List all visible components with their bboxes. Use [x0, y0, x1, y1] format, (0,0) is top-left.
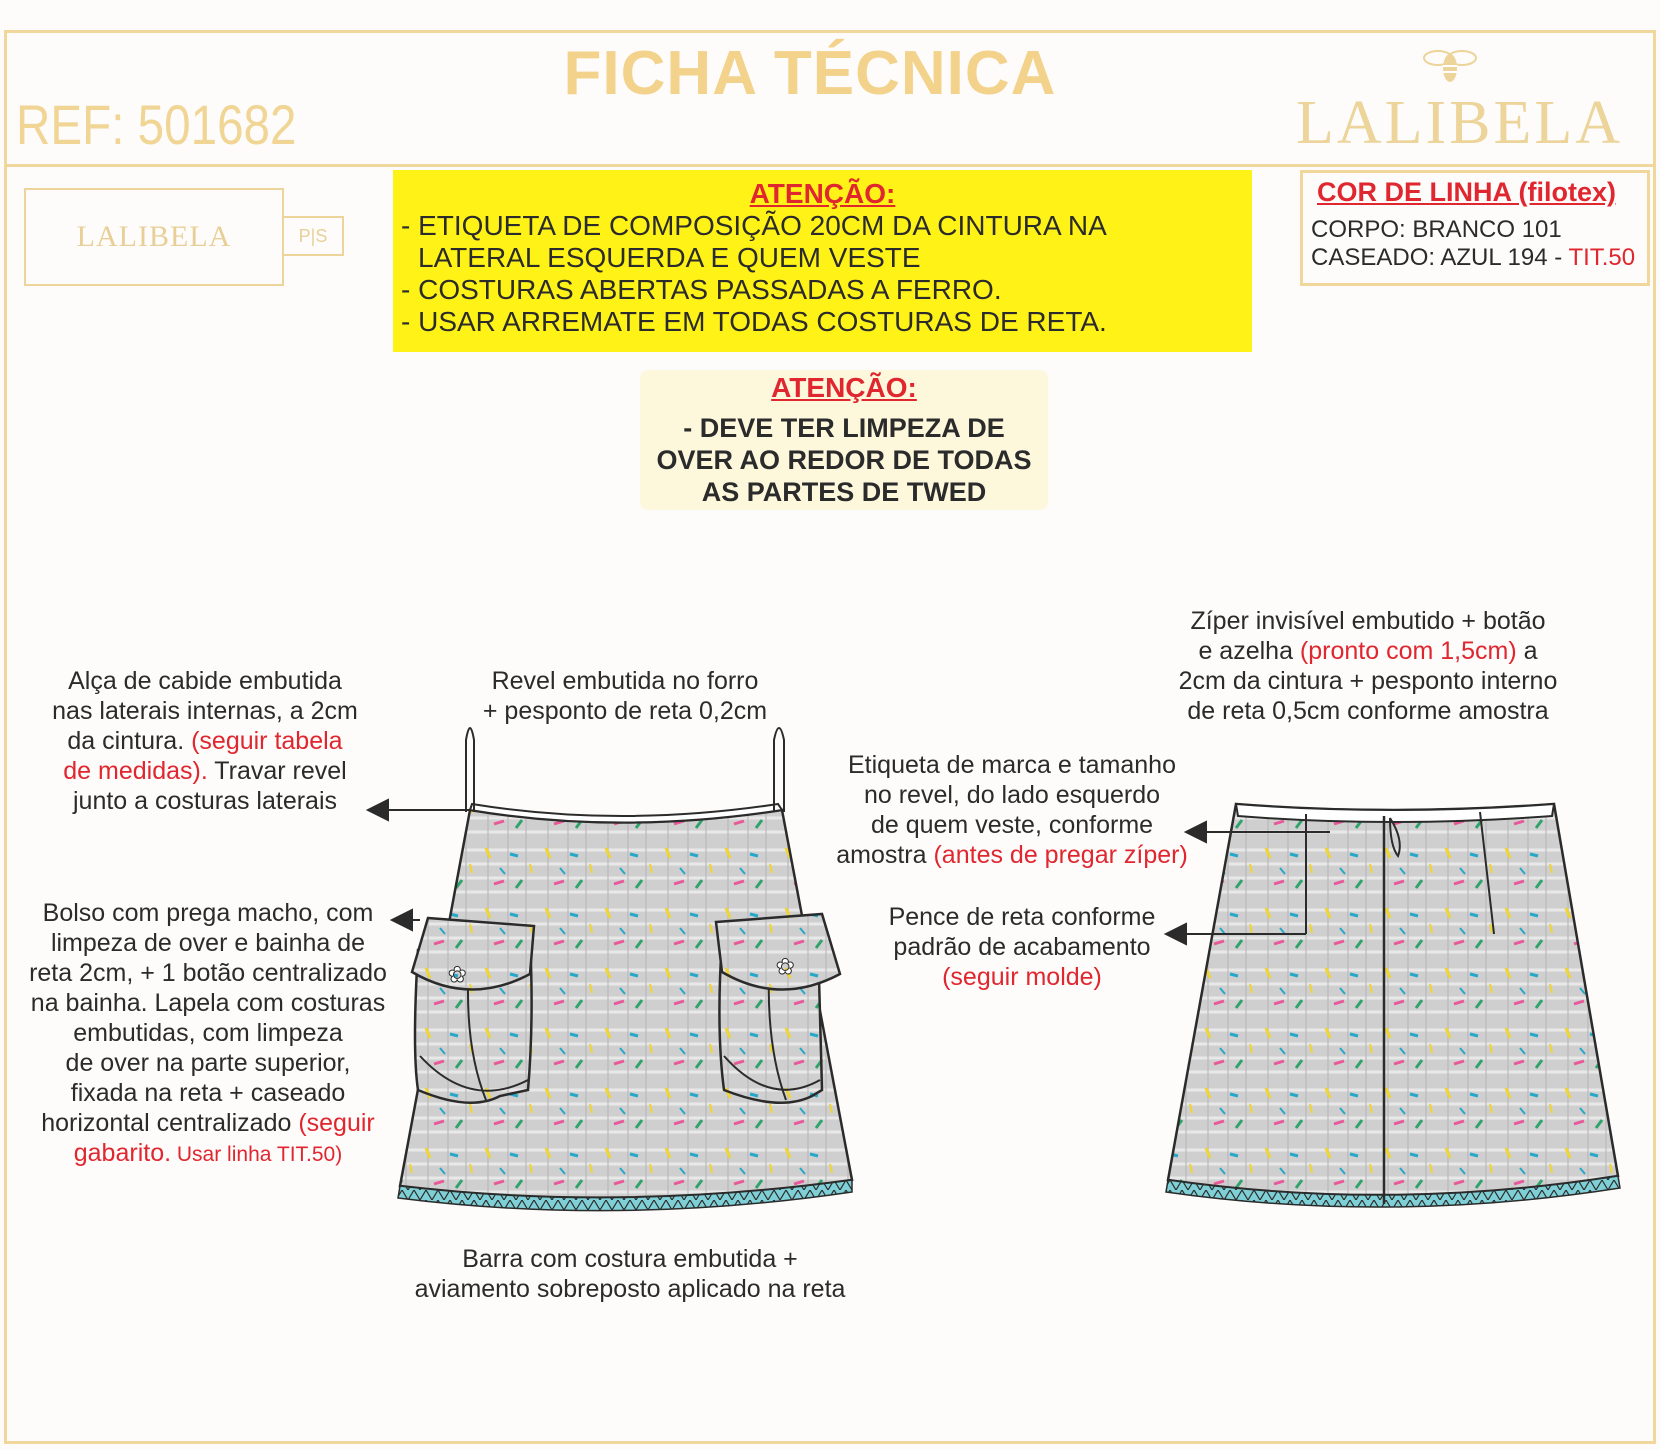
thread-corpo: CORPO: BRANCO 101 [1311, 216, 1562, 243]
note-facing: Revel embutida no forro + pesponto de reta 0,2cm [482, 667, 768, 725]
attention2-heading: ATENÇÃO: [771, 372, 917, 403]
note-dart: Pence de reta conforme padrão de acabamento (seguir molde) [888, 903, 1156, 991]
attention-line: - COSTURAS ABERTAS PASSADAS A FERRO. [401, 274, 1002, 305]
size-tag: P|S [282, 216, 344, 256]
reference-number: REF: 501682 [16, 93, 297, 156]
note-brand-label: Etiqueta de marca e tamanho no revel, do lado esquerdo de quem veste, conforme amostra (antes de pregar zíper) [836, 751, 1188, 869]
svg-text:✿: ✿ [448, 962, 467, 987]
svg-text:✿: ✿ [776, 954, 795, 979]
attention-line: - ETIQUETA DE COMPOSIÇÃO 20CM DA CINTURA NA [401, 210, 1107, 241]
attention-line: - USAR ARREMATE EM TODAS COSTURAS DE RETA. [401, 306, 1107, 337]
brand-logo: LALIBELA [1296, 89, 1624, 157]
note-hem: Barra com costura embutida + aviamento sobreposto aplicado na reta [414, 1245, 846, 1303]
front-skirt [398, 728, 852, 1211]
attention2-text: - DEVE TER LIMPEZA DE OVER AO REDOR DE TODAS AS PARTES DE TWED [656, 413, 1032, 507]
attention-line: LATERAL ESQUERDA E QUEM VESTE [418, 242, 921, 273]
page-title: FICHA TÉCNICA [563, 39, 1057, 108]
thread-caseado: CASEADO: AZUL 194 - TIT.50 [1311, 244, 1636, 271]
label-brand-text: LALIBELA [76, 220, 232, 253]
thread-color-heading: COR DE LINHA (filotex) [1317, 177, 1616, 207]
note-pocket: Bolso com prega macho, com limpeza de over e bainha de reta 2cm, + 1 botão centralizado na bainha. Lapela com costuras embutidas, com limpeza de over na parte superior, fixada na reta + caseado horizontal centralizado (seguir gabarito. Usar linha TIT.50) [29, 899, 387, 1167]
note-hanger-loop: Alça de cabide embutida nas laterais internas, a 2cm da cintura. (seguir tabela de medidas). Travar revel junto a costuras laterais [52, 667, 358, 815]
note-zipper: Zíper invisível embutido + botão e azelha (pronto com 1,5cm) a 2cm da cintura + pesponto interno de reta 0,5cm conforme amostra [1178, 607, 1558, 725]
back-skirt [1166, 804, 1620, 1207]
attention-heading: ATENÇÃO: [749, 178, 896, 209]
